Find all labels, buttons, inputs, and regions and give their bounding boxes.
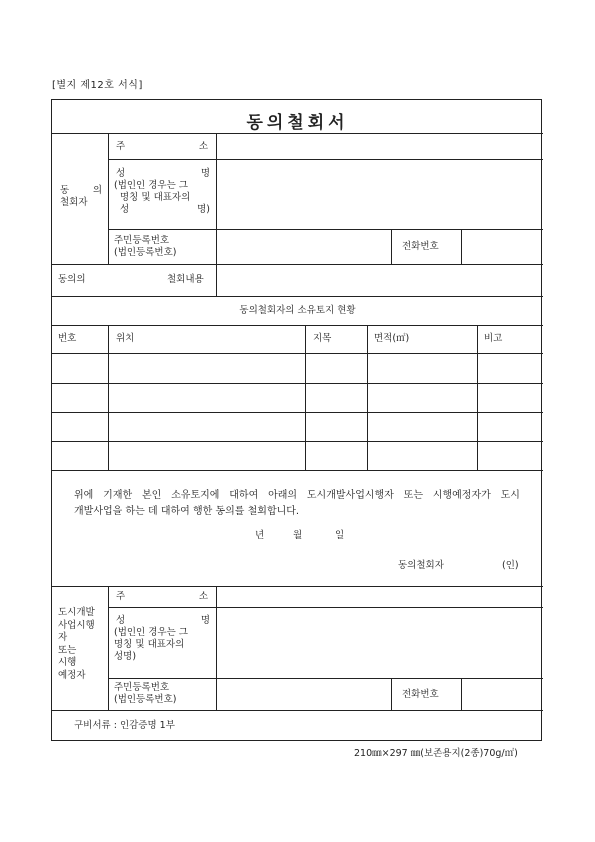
divider xyxy=(108,586,109,710)
col-remarks-header: 비고 xyxy=(484,333,503,344)
form-title: 동의철회서 xyxy=(246,113,349,133)
divider xyxy=(52,133,543,134)
developer-registration-label: 주민등록번호 (법인등록번호) xyxy=(114,682,177,705)
signer-label: 동의철회자 xyxy=(398,560,444,571)
revoker-phone-label: 전화번호 xyxy=(402,241,439,252)
form-number: [별지 제12호 서식] xyxy=(52,80,143,91)
divider xyxy=(108,607,543,608)
divider xyxy=(52,412,543,413)
date-year: 년 xyxy=(255,530,265,541)
paper-spec: 210㎜×297 ㎜(보존용지(2종)70g/㎡) xyxy=(354,748,518,759)
date-day: 일 xyxy=(335,530,345,541)
land-table-title: 동의철회자의 소유토지 현황 xyxy=(239,305,356,316)
divider xyxy=(108,159,543,160)
declaration-line-2: 개발사업을 하는 데 대하여 행한 동의를 철회합니다. xyxy=(74,506,300,517)
divider xyxy=(52,383,543,384)
divider xyxy=(391,229,392,264)
developer-phone-label: 전화번호 xyxy=(402,689,439,700)
seal-mark: (인) xyxy=(502,560,519,571)
col-land-category-header: 지목 xyxy=(313,333,332,344)
attachments-note: 구비서류 : 인감증명 1부 xyxy=(74,720,175,731)
divider xyxy=(461,229,462,264)
date-month: 월 xyxy=(293,530,303,541)
revoker-label: 동 의 철회자 xyxy=(60,185,102,208)
divider xyxy=(52,586,543,587)
divider xyxy=(216,133,217,296)
divider xyxy=(108,133,109,264)
declaration-text xyxy=(74,488,520,520)
divider xyxy=(52,710,543,711)
divider xyxy=(391,678,392,710)
content-label-left: 동의의 xyxy=(58,274,86,285)
divider xyxy=(52,470,543,471)
developer-address-label: 주 소 xyxy=(116,591,208,602)
developer-label: 도시개발 사업시행 자 또는 시행 예정자 xyxy=(58,607,95,681)
divider xyxy=(367,325,368,470)
divider xyxy=(477,325,478,470)
divider xyxy=(108,325,109,470)
col-number-header: 번호 xyxy=(58,333,77,344)
divider xyxy=(52,353,543,354)
col-location-header: 위치 xyxy=(116,333,135,344)
col-area-header: 면적(㎡) xyxy=(374,333,410,344)
developer-name-label: 성 명 (법인인 경우는 그 명칭 및 대표자의 성명) xyxy=(114,615,210,662)
divider xyxy=(216,586,217,710)
revoker-name-label: 성 명 (법인인 경우는 그 명칭 및 대표자의 성 명) xyxy=(114,168,210,215)
divider xyxy=(108,678,543,679)
divider xyxy=(52,296,543,297)
divider xyxy=(52,264,543,265)
declaration-line-1: 위에 기재한 본인 소유토지에 대하여 아래의 도시개발사업시행자 또는 시행예정자가 도시 xyxy=(74,490,520,501)
divider xyxy=(52,325,543,326)
revocation-form xyxy=(51,99,542,741)
divider xyxy=(52,441,543,442)
content-label-right: 철회내용 xyxy=(167,274,204,285)
divider xyxy=(305,325,306,470)
revoker-address-label: 주 소 xyxy=(116,141,208,152)
divider xyxy=(461,678,462,710)
divider xyxy=(108,229,543,230)
revoker-registration-label: 주민등록번호 (법인등록번호) xyxy=(114,235,177,258)
